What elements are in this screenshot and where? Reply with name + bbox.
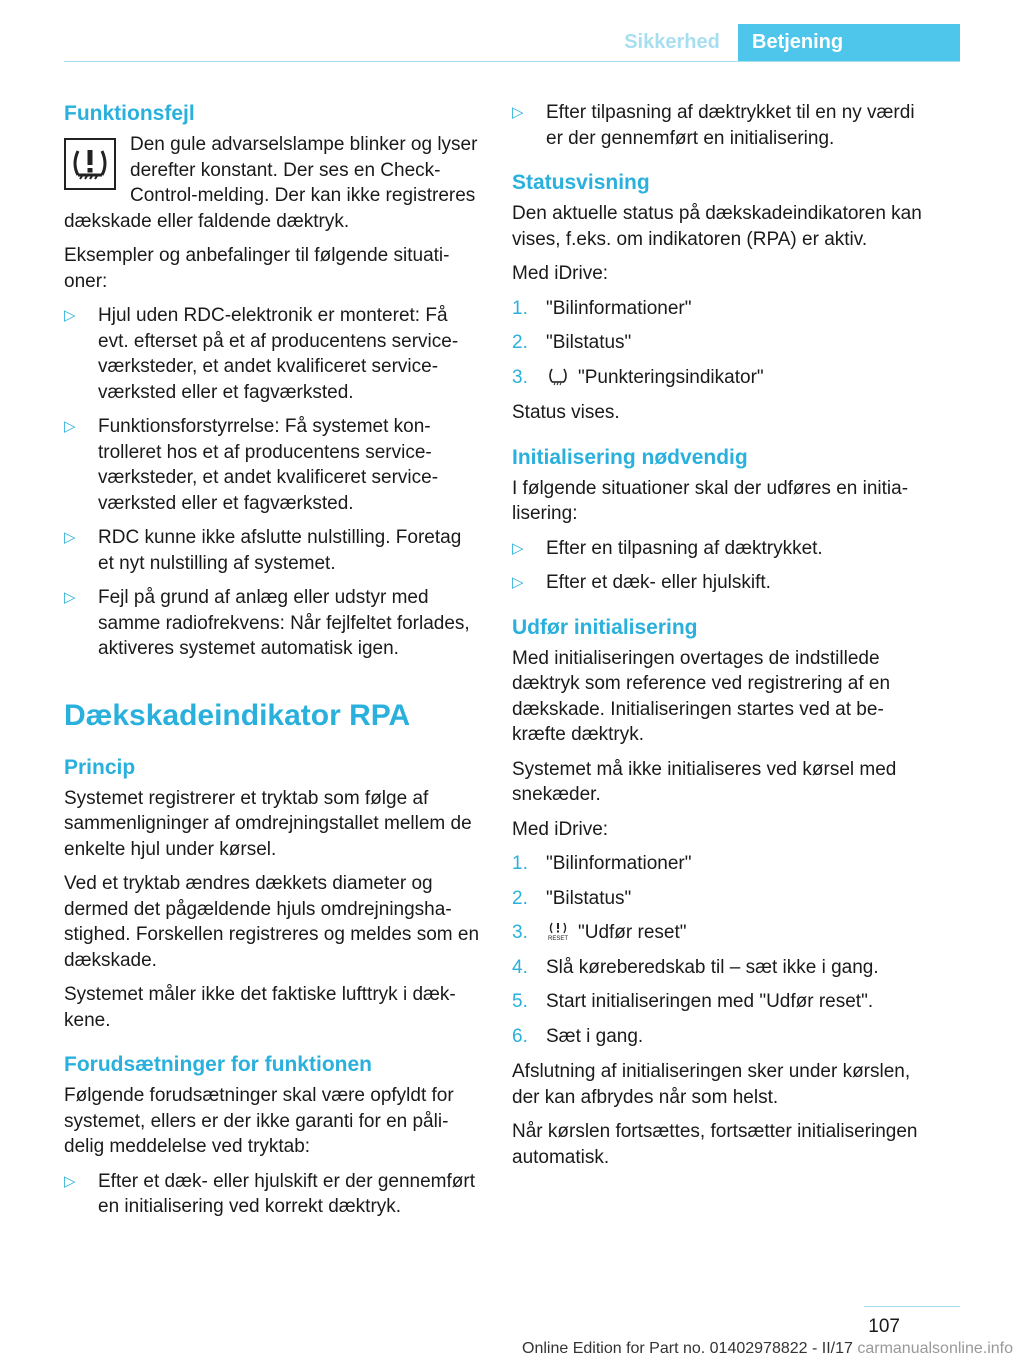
list-item: 5. Start initialiseringen med "Udfør reset". xyxy=(512,991,874,1012)
triangle-bullet-icon: ▷ xyxy=(512,104,524,121)
status-steps xyxy=(512,296,928,391)
list-item: ▷ Efter tilpasning af dæktrykket til en ny værdi er der gennemført en initialisering. xyxy=(512,102,915,149)
list-item: 4. Slå køreberedskab til – sæt ikke i gang. xyxy=(512,956,879,978)
svg-text:RESET: RESET xyxy=(547,936,569,942)
final-p2: Når kørslen fortsættes, fortsætter initialiseringen automatisk. xyxy=(512,1121,918,1168)
princip-p1: Systemet registrerer et tryktab som følge af sammenligninger af omdrejningstallet mellem de enkelte hjul under kørsel. xyxy=(64,787,472,860)
edition-footer xyxy=(522,1340,1013,1358)
forud-list xyxy=(64,1169,480,1220)
list-item: 3. RESET "Udfør reset" xyxy=(512,922,687,943)
warning-block xyxy=(64,132,480,234)
warning-text: Den gule advarselslampe blinker og lyser derefter konstant. Der ses en Check-Control-melding. Der kan ikke registreres dækskade eller faldende dæktryk. xyxy=(64,134,478,232)
header-divider xyxy=(64,61,960,62)
triangle-bullet-icon: ▷ xyxy=(512,574,524,591)
princip-p2: Ved et tryktab ændres dækkets diameter og dermed det pågældende hjuls omdrejningshastighed. Forskellen registreres og meldes som en dækskade. xyxy=(64,873,480,971)
list-item: ▷ Efter en tilpasning af dæktrykket. xyxy=(512,536,928,562)
heading-princip: Princip xyxy=(64,755,136,779)
page-number: 107 xyxy=(868,1316,900,1337)
list-item: ▷ Hjul uden RDC-elektronik er monteret: Få evt. efterset på et af producentens serviceværksteder, et andet kvalificeret serviceværksted eller et fagværksted. xyxy=(64,305,459,403)
final-p1: Afslutning af initialiseringen sker under kørslen, der kan afbrydes når som helst. xyxy=(512,1061,911,1108)
heading-initialisering-noedvendig: Initialisering nødvendig xyxy=(512,445,748,469)
heading-funktionsfejl: Funktionsfejl xyxy=(64,102,195,125)
left-column xyxy=(64,100,480,1230)
list-item: 3. "Punkteringsindikator" xyxy=(512,366,764,388)
heading-statusvisning: Statusvisning xyxy=(512,171,650,194)
examples-intro: Eksempler og anbefalinger til følgende situationer: xyxy=(64,245,450,292)
list-item: 2. "Bilstatus" xyxy=(512,887,632,909)
triangle-bullet-icon: ▷ xyxy=(64,1172,76,1190)
reset-steps xyxy=(512,851,928,1049)
triangle-bullet-icon: ▷ xyxy=(64,418,76,435)
tab-sikkerhed[interactable]: Sikkerhed xyxy=(624,31,720,53)
init-needed-p: I følgende situationer skal der udføres en initialisering: xyxy=(512,477,909,524)
right-column xyxy=(512,100,928,1179)
idrive-label-2: Med iDrive: xyxy=(512,818,609,840)
triangle-bullet-icon: ▷ xyxy=(64,307,76,324)
tab-betjening[interactable]: Betjening xyxy=(738,24,960,61)
list-item: 2. "Bilstatus" xyxy=(512,332,632,353)
tire-indicator-icon xyxy=(546,366,570,386)
status-shown: Status vises. xyxy=(512,402,620,423)
list-item: ▷ Efter et dæk- eller hjulskift er der gennemført en initialisering ved korrekt dæktryk. xyxy=(64,1170,475,1217)
list-item: ▷ Efter et dæk- eller hjulskift. xyxy=(512,570,928,596)
triangle-bullet-icon: ▷ xyxy=(64,529,76,546)
heading-forudsaetninger: Forudsætninger for funktionen xyxy=(64,1053,372,1076)
udfor-p2: Systemet må ikke initialiseres ved kørsel med snekæder. xyxy=(512,758,897,805)
heading-rpa: Dækskadeindikator RPA xyxy=(64,698,411,732)
list-item: ▷ Funktionsforstyrrelse: Få systemet kontrolleret hos et af producentens serviceværksteder, et andet kvalificeret serviceværksted eller et fagværksted. xyxy=(64,416,439,514)
status-p: Den aktuelle status på dækskadeindikatoren kan vises, f.eks. om indikatoren (RPA) er aktiv. xyxy=(512,203,922,250)
list-item: 1. "Bilinformationer" xyxy=(512,297,692,319)
princip-p3: Systemet måler ikke det faktiske lufttryk i dækkene. xyxy=(64,984,456,1031)
list-item: ▷ Fejl på grund af anlæg eller udstyr med samme radiofrekvens: Når fejlfeltet forlades, aktiveres systemet automatisk igen. xyxy=(64,587,470,659)
list-item: ▷ RDC kunne ikke afslutte nulstilling. Foretag et nyt nulstilling af systemet. xyxy=(64,527,462,574)
list-item: 6. Sæt i gang. xyxy=(512,1025,644,1047)
forud-p: Følgende forudsætninger skal være opfyldt for systemet, ellers er der ikke garanti for en pålidelig meddelelse ved tryktab: xyxy=(64,1085,454,1157)
fault-list xyxy=(64,303,480,662)
triangle-bullet-icon: ▷ xyxy=(64,589,76,606)
forud-list-continued xyxy=(512,100,928,151)
tire-pressure-warning-icon xyxy=(64,138,116,190)
idrive-label: Med iDrive: xyxy=(512,263,609,284)
watermark: carmanualsonline.info xyxy=(857,1340,1013,1357)
triangle-bullet-icon: ▷ xyxy=(512,539,524,557)
heading-udfoer-initialisering: Udfør initialisering xyxy=(512,615,698,639)
init-list xyxy=(512,536,928,596)
udfor-p1: Med initialiseringen overtages de indstillede dæktryk som reference ved registrering af en dækskade. Initialiseringen startes ved at bekræfte dæktryk. xyxy=(512,647,891,745)
page-number-divider xyxy=(864,1306,960,1307)
tire-reset-icon xyxy=(546,921,570,941)
list-item: 1. "Bilinformationer" xyxy=(512,853,692,874)
edition-text: Online Edition for Part no. 01402978822 - II/17 xyxy=(522,1340,853,1357)
